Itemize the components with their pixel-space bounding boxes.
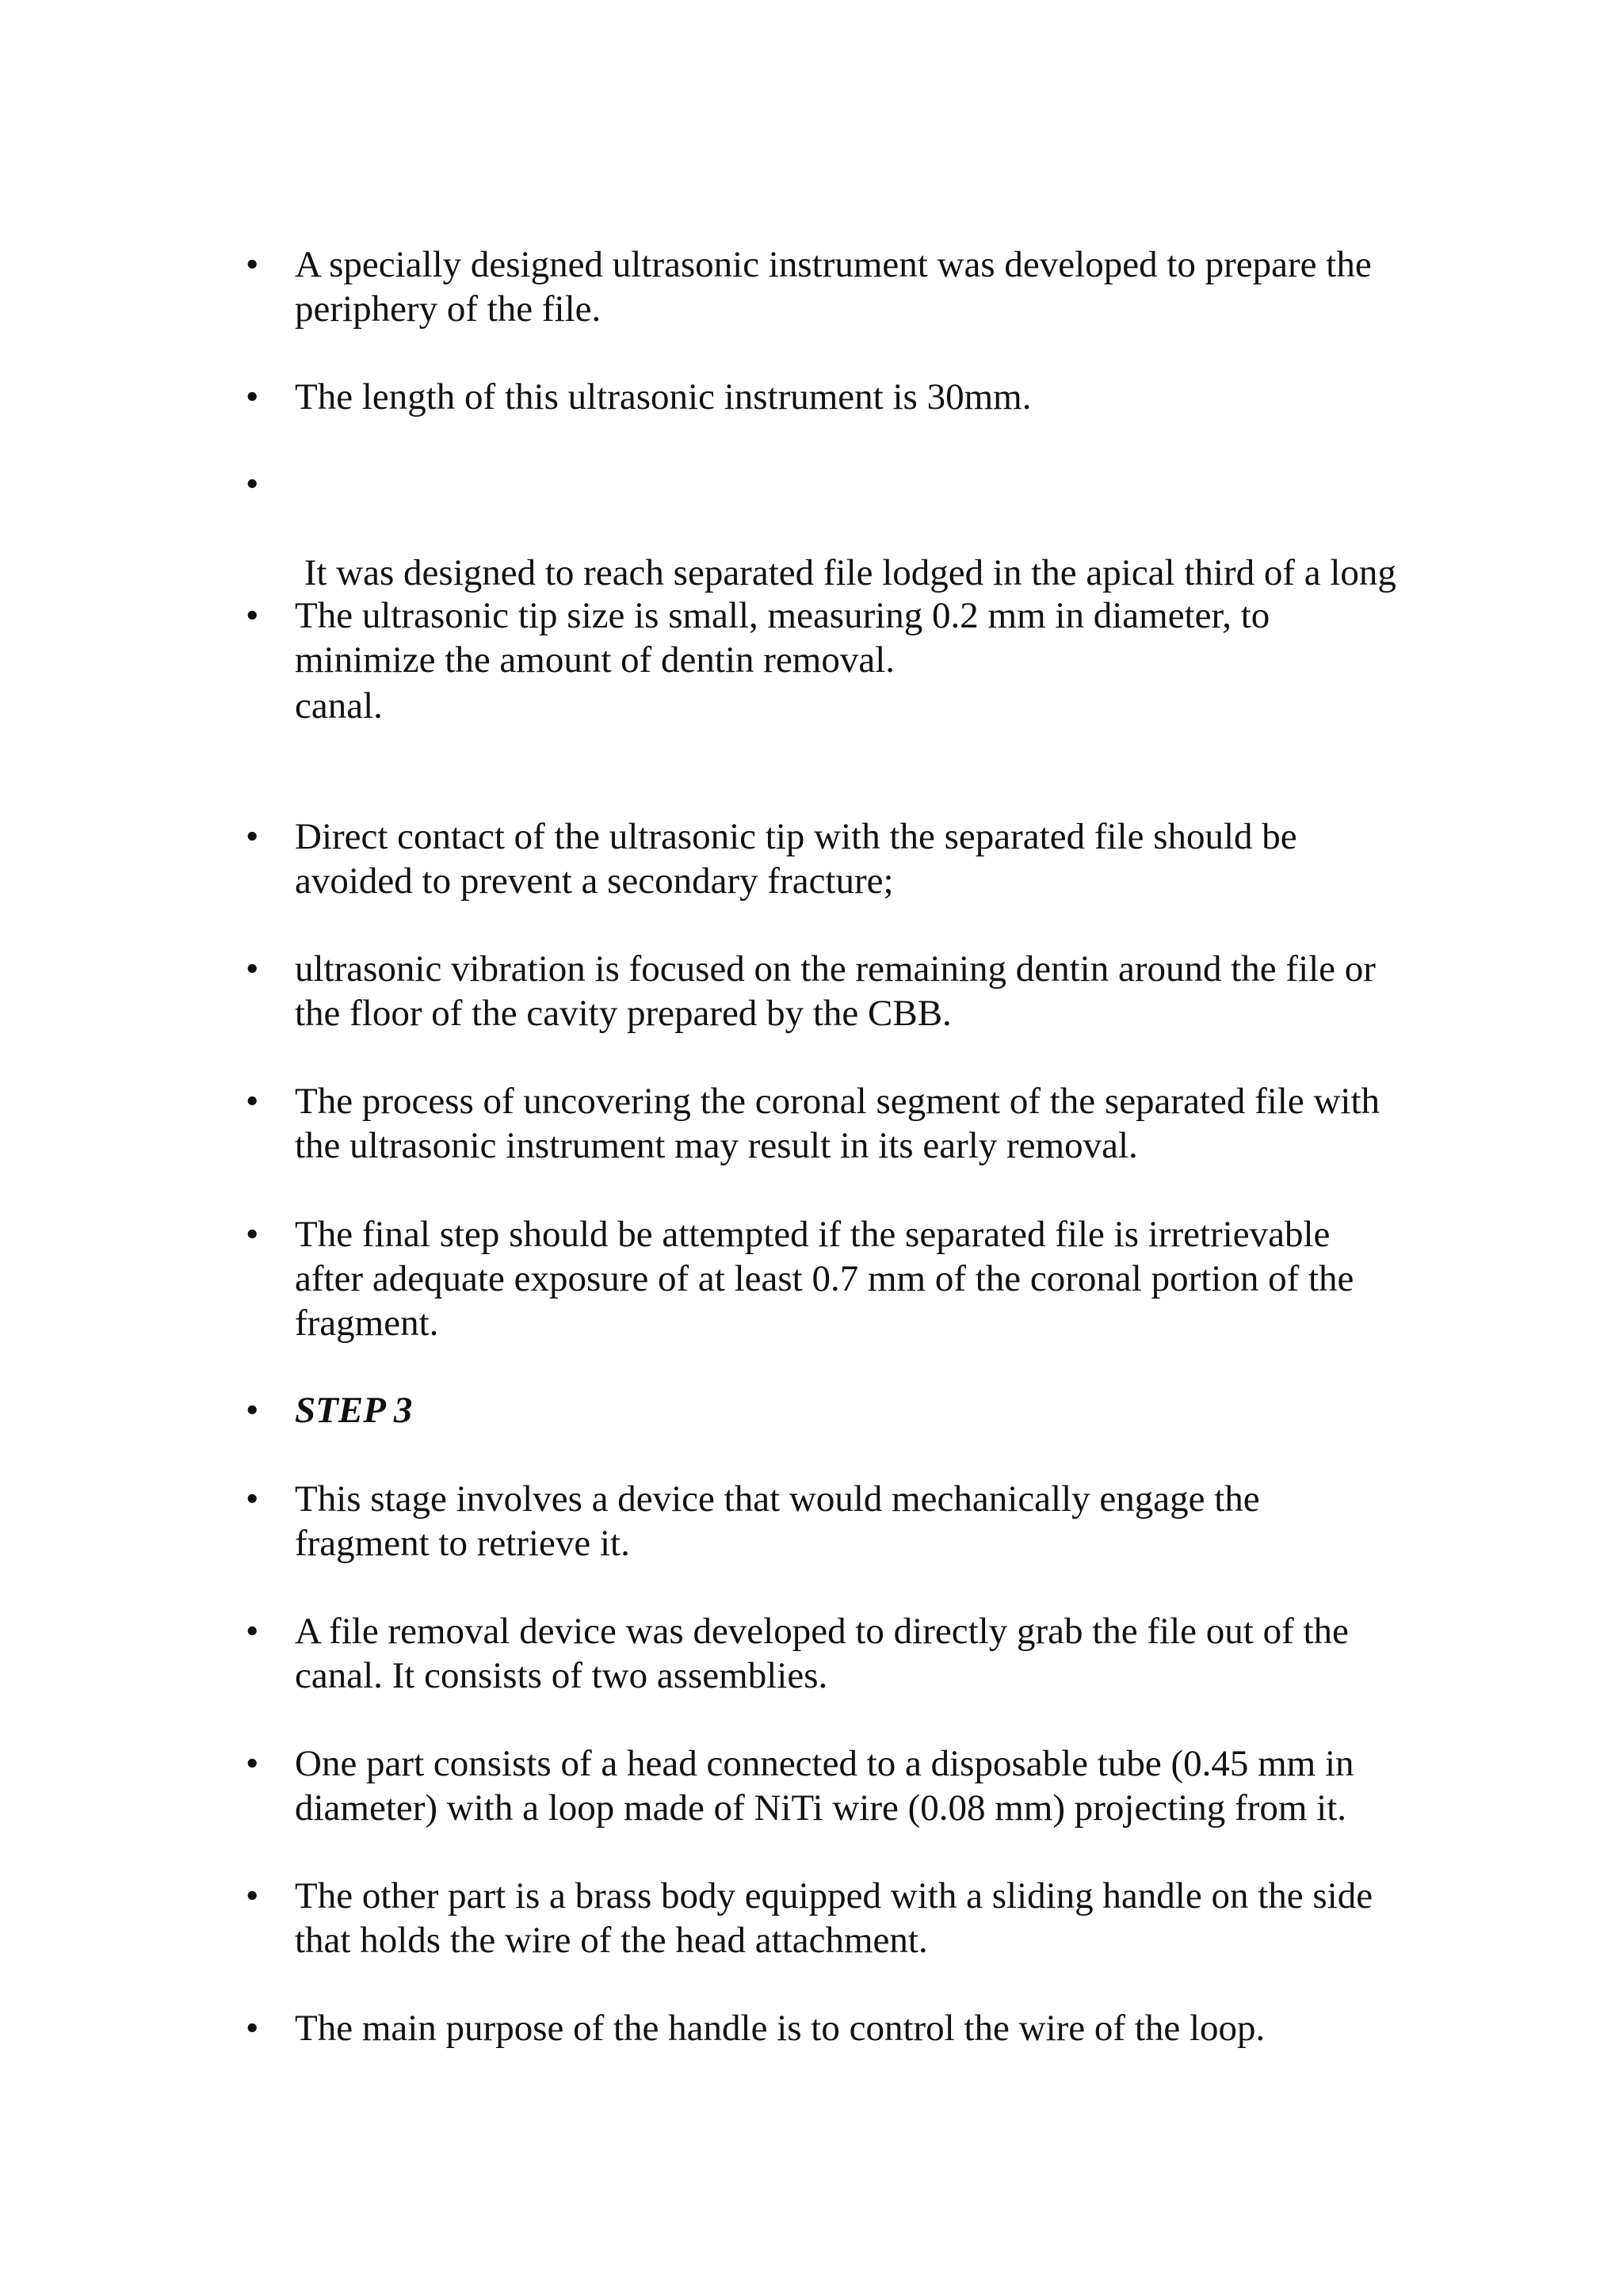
text-line: the ultrasonic instrument may result in its early removal. — [295, 1125, 1138, 1166]
text-line: The process of uncovering the coronal segment of the separated file with — [295, 1081, 1381, 1122]
bullet-marker: • — [246, 1743, 259, 1784]
text-line: periphery of the file. — [295, 288, 601, 330]
bullet-marker: • — [246, 463, 259, 505]
text-line: diameter) with a loop made of NiTi wire (0.08 mm) projecting from it. — [295, 1787, 1347, 1829]
text-line: ultrasonic vibration is focused on the remaining dentin around the file or — [295, 948, 1376, 990]
bullet-text — [295, 1609, 1484, 1698]
bullet-marker: • — [246, 1611, 259, 1652]
bullet-text — [295, 1741, 1484, 1830]
text-line: The final step should be attempted if the separated file is irretrievable — [295, 1214, 1331, 1255]
text-line: the floor of the cavity prepared by the CBB. — [295, 993, 952, 1034]
text-line: The length of this ultrasonic instrument is 30mm. — [295, 376, 1032, 418]
text-line: that holds the wire of the head attachment. — [295, 1920, 928, 1961]
text-line: It was designed to reach separated file lodged in the apical third of a long — [295, 552, 1396, 593]
bullet-marker: • — [246, 1875, 259, 1917]
bullet-marker: • — [246, 1390, 259, 1431]
text-line: canal. — [295, 685, 383, 727]
bullet-marker: • — [246, 2008, 259, 2049]
text-line: avoided to prevent a secondary fracture; — [295, 860, 894, 902]
text-line: A specially designed ultrasonic instrument was developed to prepare the — [295, 244, 1372, 285]
text-line: canal. It consists of two assemblies. — [295, 1655, 828, 1696]
bullet-marker: • — [246, 948, 259, 990]
text-line: minimize the amount of dentin removal. — [295, 639, 896, 681]
bullet-marker: • — [246, 816, 259, 857]
bullet-text — [295, 593, 1484, 682]
bullet-marker: • — [246, 1214, 259, 1255]
bullet-marker: • — [246, 244, 259, 285]
text-line: fragment. — [295, 1302, 439, 1344]
bullet-text — [295, 947, 1484, 1035]
bullet-marker: • — [246, 595, 259, 636]
bullet-text — [295, 242, 1484, 331]
text-line: This stage involves a device that would mechanically engage the — [295, 1478, 1260, 1520]
text-line: One part consists of a head connected to a disposable tube (0.45 mm in — [295, 1743, 1354, 1784]
bullet-text — [295, 2006, 1484, 2050]
text-line: after adequate exposure of at least 0.7 mm of the coronal portion of the — [295, 1258, 1354, 1299]
text-line: fragment to retrieve it. — [295, 1523, 630, 1564]
text-line: A file removal device was developed to directly grab the file out of the — [295, 1611, 1349, 1652]
bullet-marker: • — [246, 1478, 259, 1520]
bullet-text — [295, 1079, 1484, 1168]
bullet-marker: • — [246, 376, 259, 418]
bullet-text — [295, 1477, 1484, 1566]
text-line: The ultrasonic tip size is small, measuring 0.2 mm in diameter, to — [295, 595, 1270, 636]
text-line: STEP 3 — [295, 1390, 413, 1431]
text-line: The main purpose of the handle is to control the wire of the loop. — [295, 2008, 1266, 2049]
bullet-text — [295, 1874, 1484, 1962]
bullet-text — [295, 1212, 1484, 1345]
text-line: Direct contact of the ultrasonic tip with the separated file should be — [295, 816, 1297, 857]
bullet-text — [295, 375, 1484, 419]
bullet-marker: • — [246, 1081, 259, 1122]
bullet-text — [295, 814, 1484, 903]
text-line: The other part is a brass body equipped with a sliding handle on the side — [295, 1875, 1373, 1917]
step-heading — [295, 1388, 1484, 1432]
